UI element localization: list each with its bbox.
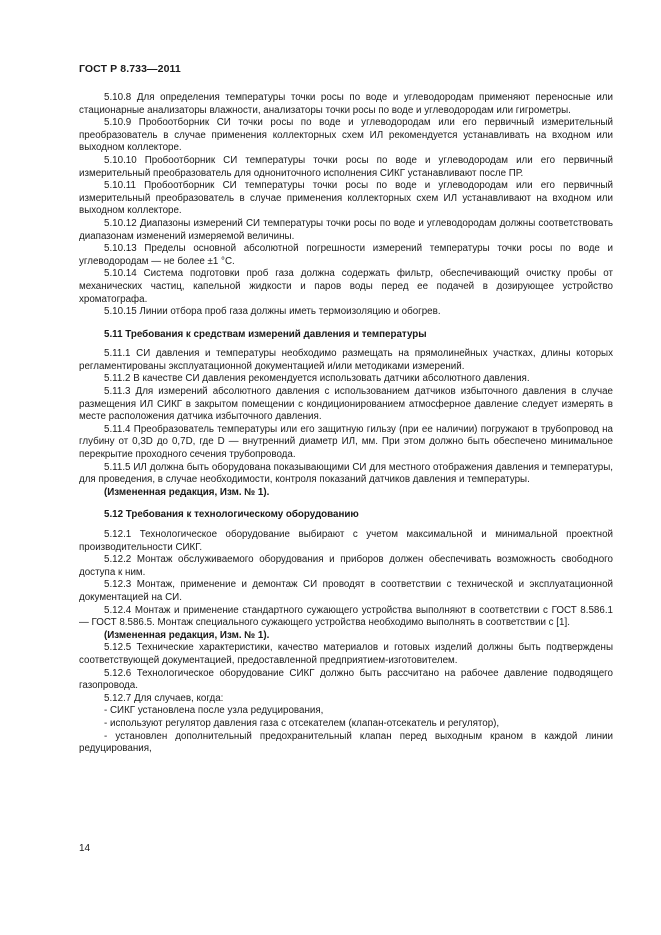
paragraph: - установлен дополнительный предохранительный клапан перед выходным краном в каждой линии редуцирования, — [79, 730, 613, 755]
paragraph: 5.10.11 Пробоотборник СИ температуры точки росы по воде и углеводородам или его первичный измерительный преобразователь в случае применения коллекторных схем ИЛ устанавливают на входном или выходном коллекторе. — [79, 180, 613, 217]
paragraph: 5.12.1 Технологическое оборудование выбирают с учетом максимальной и минимальной проектной производительности СИКГ. — [79, 529, 613, 553]
page-number: 14 — [79, 843, 91, 854]
paragraph: 5.12.6 Технологическое оборудование СИКГ должно быть рассчитано на рабочее давление подводящего газопровода. — [79, 667, 613, 692]
document-header: ГОСТ Р 8.733—2011 — [79, 63, 181, 75]
paragraph: 5.10.14 Система подготовки проб газа должна содержать фильтр, обеспечивающий очистку пробы от механических частиц, капельной жидкости и паров воды перед ее подачей в дозирующее устройство хроматографа. — [79, 268, 613, 305]
paragraph: - используют регулятор давления газа с отсекателем (клапан-отсекатель и регулятор), — [104, 717, 500, 729]
amendment-note: (Измененная редакция, Изм. № 1). — [104, 486, 270, 498]
paragraph: 5.10.10 Пробоотборник СИ температуры точки росы по воде и углеводородам или его первичный измерительный преобразователь для однониточного исполнения СИКГ устанавливают после ПР. — [79, 154, 613, 179]
paragraph: 5.10.9 Пробоотборник СИ точки росы по воде и углеводородам или его первичный измерительный преобразователь в случае применения коллекторных схем ИЛ рекомендуется устанавливать на входном или выходном коллекторе. — [79, 117, 613, 154]
paragraph: 5.12.4 Монтаж и применение стандартного сужающего устройства выполняют в соответствии с ГОСТ 8.586.1 — ГОСТ 8.586.5. Монтаж специального сужающего устройства необходимо выполнять в соответствии с [1]. — [79, 604, 613, 629]
paragraph: 5.11.3 Для измерений абсолютного давления с использованием датчиков избыточного давления в случае размещения ИЛ СИКГ в закрытом помещении с кондиционированием атмосферное давление следует измерять в месте расположения датчика избыточного давления. — [79, 386, 613, 423]
paragraph: 5.12.3 Монтаж, применение и демонтаж СИ проводят в соответствии с технической и эксплуатационной документацией на СИ. — [79, 579, 613, 603]
paragraph: 5.12.2 Монтаж обслуживаемого оборудования и приборов должен обеспечивать возможность свободного доступа к ним. — [79, 554, 613, 578]
paragraph: 5.11.5 ИЛ должна быть оборудована показывающими СИ для местного отображения давления и температуры, для проведения, в случае необходимости, контроля показаний датчиков давления и температуры. — [79, 461, 613, 486]
paragraph: 5.11.1 СИ давления и температуры необходимо размещать на прямолинейных участках, длины которых регламентированы эксплуатационной документацией и/или методиками измерений. — [79, 348, 613, 372]
page-body — [79, 92, 613, 756]
paragraph: 5.10.12 Диапазоны измерений СИ температуры точки росы по воде и углеводородам должны соответствовать диапазонам изменений измеряемой величины. — [79, 217, 613, 242]
paragraph: 5.10.8 Для определения температуры точки росы по воде и углеводородам применяют переносные или стационарные анализаторы влажности, анализаторы точки росы по воде и углеводородам или гигрометры. — [79, 92, 613, 116]
section-heading: 5.11 Требования к средствам измерений давления и температуры — [104, 328, 427, 340]
paragraph: - СИКГ установлена после узла редуцирования, — [104, 705, 324, 717]
paragraph: 5.12.5 Технические характеристики, качество материалов и готовых изделий должны быть подтверждены соответствующей документацией, предоставленной предприятием-изготовителем. — [79, 642, 613, 666]
paragraph: 5.10.13 Пределы основной абсолютной погрешности измерений температуры точки росы по воде и углеводородам — не более ±1 °С. — [79, 243, 613, 267]
paragraph: 5.10.15 Линии отбора проб газа должны иметь термоизоляцию и обогрев. — [104, 306, 441, 318]
paragraph: 5.11.4 Преобразователь температуры или его защитную гильзу (при ее наличии) погружают в трубопровод на глубину от 0,3D до 0,7D, где D — внутренний диаметр ИЛ, мм. При этом должно быть обеспечено минимальное перекрытие проходного сечения трубопровода. — [79, 423, 613, 461]
amendment-note: (Измененная редакция, Изм. № 1). — [104, 629, 270, 641]
paragraph: 5.12.7 Для случаев, когда: — [104, 692, 224, 704]
section-heading: 5.12 Требования к технологическому оборудованию — [104, 509, 359, 521]
paragraph: 5.11.2 В качестве СИ давления рекомендуется использовать датчики абсолютного давления. — [104, 373, 530, 385]
